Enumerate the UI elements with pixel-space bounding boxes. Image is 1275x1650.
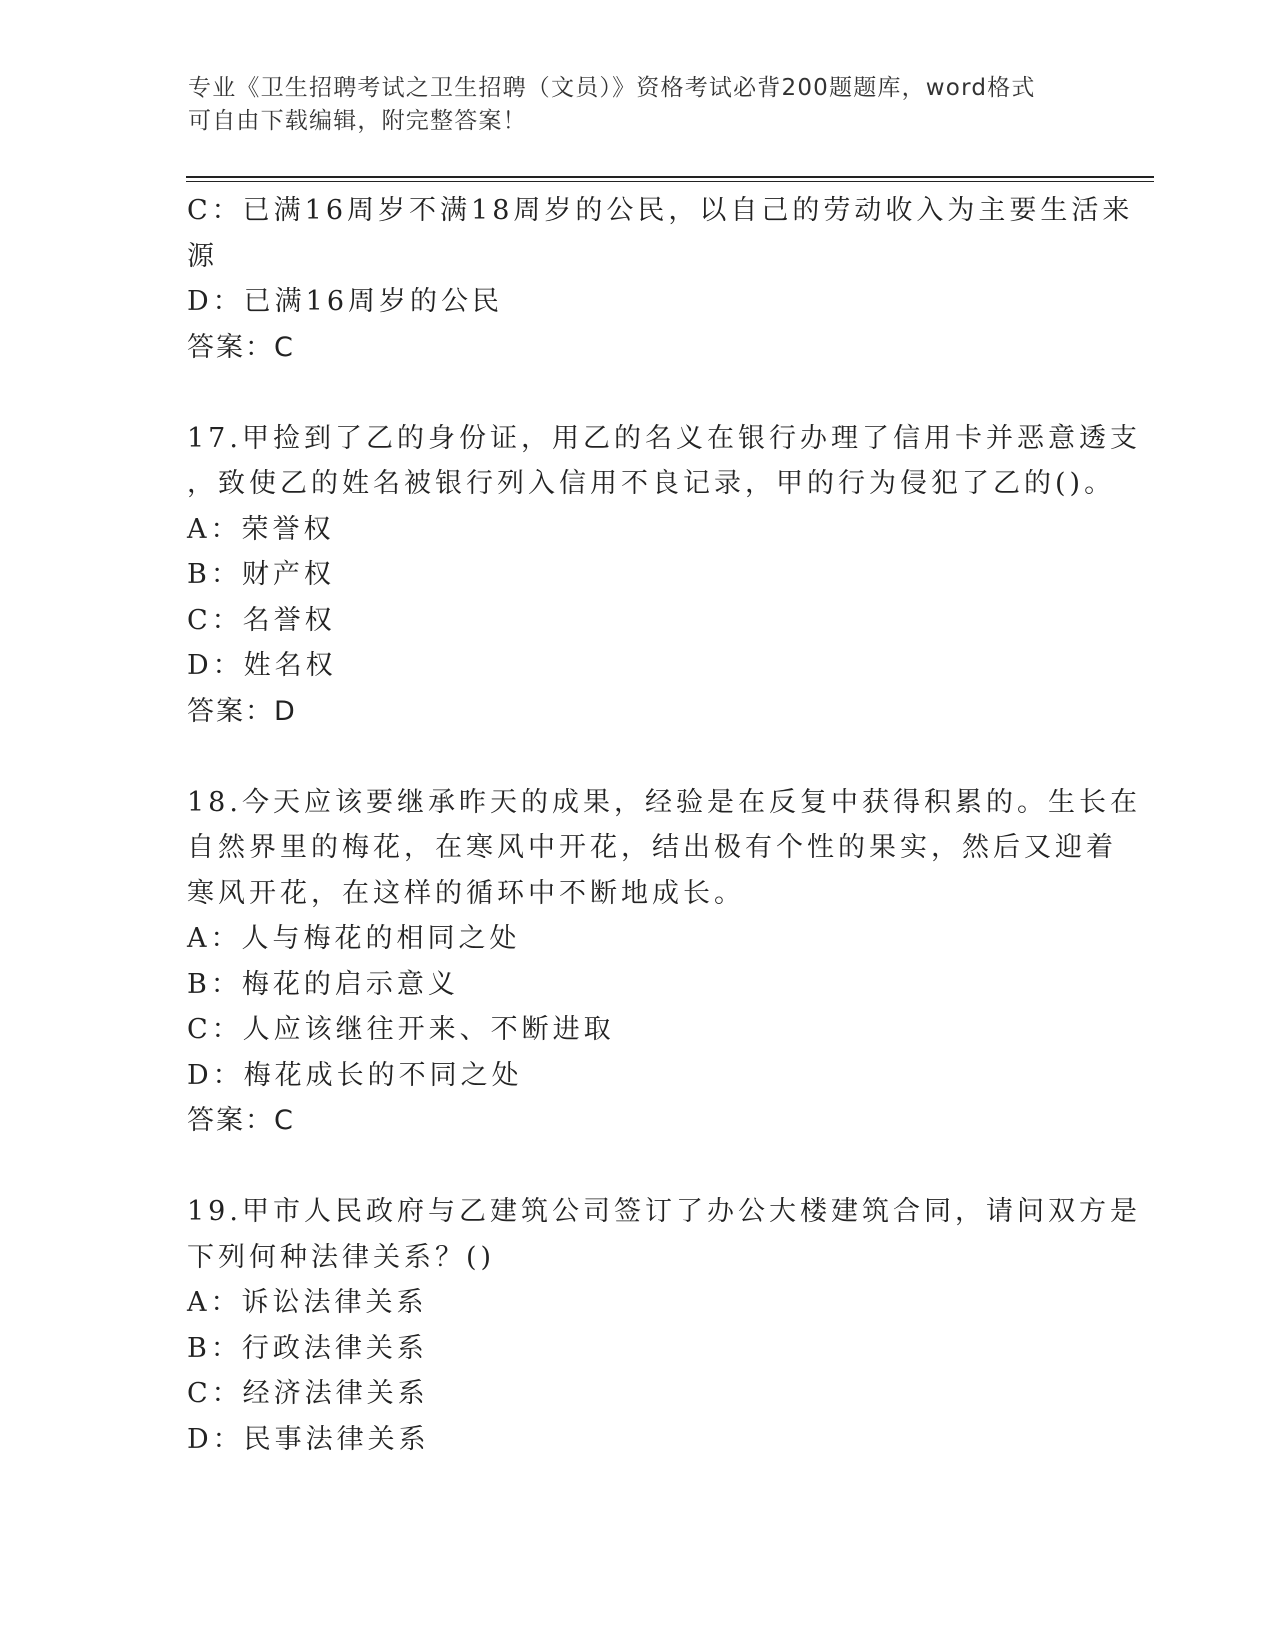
q17-answer: 答案：D — [187, 695, 297, 727]
q18-option-c: C：人应该继往开来、不断进取 — [187, 1014, 615, 1045]
header-line-1: 专业《卫生招聘考试之卫生招聘（文员）》资格考试必背200题题库，word格式 — [188, 75, 1036, 101]
page-header — [188, 72, 1068, 138]
q16-option-d: D：已满16周岁的公民 — [187, 286, 504, 317]
spacer — [187, 734, 1087, 780]
q19-option-c: C：经济法律关系 — [187, 1378, 429, 1409]
question-17 — [187, 416, 1141, 735]
question-16-continued — [187, 188, 1134, 370]
q17-option-d: D：姓名权 — [187, 650, 337, 681]
header-line-2: 可自由下载编辑，附完整答案！ — [188, 108, 527, 134]
spacer — [187, 1144, 1087, 1190]
q17-option-b: B：财产权 — [187, 559, 335, 590]
q18-stem-line-2: 自然界里的梅花，在寒风中开花，结出极有个性的果实，然后又迎着 — [187, 832, 1117, 863]
q17-stem-line-1: 17.甲捡到了乙的身份证，用乙的名义在银行办理了信用卡并恶意透支 — [187, 422, 1141, 454]
q17-stem-line-2: ，致使乙的姓名被银行列入信用不良记录，甲的行为侵犯了乙的()。 — [187, 468, 1116, 499]
question-19 — [187, 1189, 1141, 1462]
q19-stem-line-1: 19.甲市人民政府与乙建筑公司签订了办公大楼建筑合同，请问双方是 — [187, 1196, 1141, 1227]
q18-option-d: D：梅花成长的不同之处 — [187, 1059, 523, 1091]
q18-answer: 答案：C — [187, 1105, 295, 1136]
q16-option-c-line-2: 源 — [187, 240, 218, 272]
q19-stem-line-2: 下列何种法律关系？() — [187, 1241, 496, 1273]
q18-stem-line-1: 18.今天应该要继承昨天的成果，经验是在反复中获得积累的。生长在 — [187, 786, 1141, 818]
q19-option-d: D：民事法律关系 — [187, 1423, 430, 1455]
q18-option-a: A：人与梅花的相同之处 — [187, 923, 521, 954]
spacer — [187, 370, 1087, 416]
header-divider-thick — [186, 176, 1154, 178]
q18-option-b: B：梅花的启示意义 — [187, 968, 459, 1000]
document-body — [187, 188, 1141, 1462]
q19-option-a: A：诉讼法律关系 — [187, 1287, 428, 1318]
q16-answer: 答案：C — [187, 331, 295, 363]
header-divider-thin — [186, 181, 1154, 182]
q18-stem-line-3: 寒风开花，在这样的循环中不断地成长。 — [187, 877, 745, 909]
q16-option-c-line-1: C：已满16周岁不满18周岁的公民，以自己的劳动收入为主要生活来 — [187, 195, 1134, 226]
q17-option-a: A：荣誉权 — [187, 513, 335, 545]
q17-option-c: C：名誉权 — [187, 604, 336, 636]
question-18 — [187, 780, 1141, 1144]
q19-option-b: B：行政法律关系 — [187, 1332, 428, 1364]
